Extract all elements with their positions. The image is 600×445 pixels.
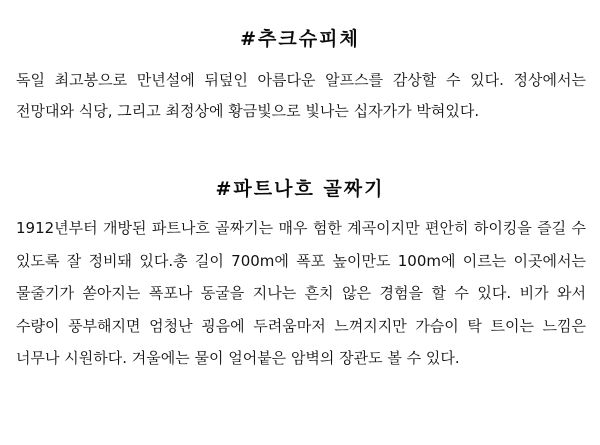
section-body-zugspitze: 독일 최고봉으로 만년설에 뒤덮인 아름다운 알프스를 감상할 수 있다. 정상에서는 전망대와 식당, 그리고 최정상에 황금빛으로 빛나는 십자가가 박혀있다. (16, 71, 586, 120)
section-body-partnach-gorge: 1912년부터 개방된 파트나흐 골짜기는 매우 험한 계곡이지만 편안히 하이킹을 즐길 수 있도록 잘 정비돼 있다.총 길이 700m에 폭포 높이만도 100m에 이르는 이곳에서는 물줄기가 쏟아지는 폭포나 동굴을 지나는 흔치 않은 경험을 할 수 있다. 비가 와서 수량이 풍부해지면 엄청난 굉음에 두려움마저 느껴지지만 가슴이 탁 트이는 느낌은 너무나 시원하다. 겨울에는 물이 얼어붙은 암벽의 장관도 볼 수 있다. (16, 219, 586, 367)
section-title-zugspitze: #추크슈피체 (240, 28, 360, 50)
section-title-partnach-gorge: #파트나흐 골짜기 (215, 178, 385, 200)
